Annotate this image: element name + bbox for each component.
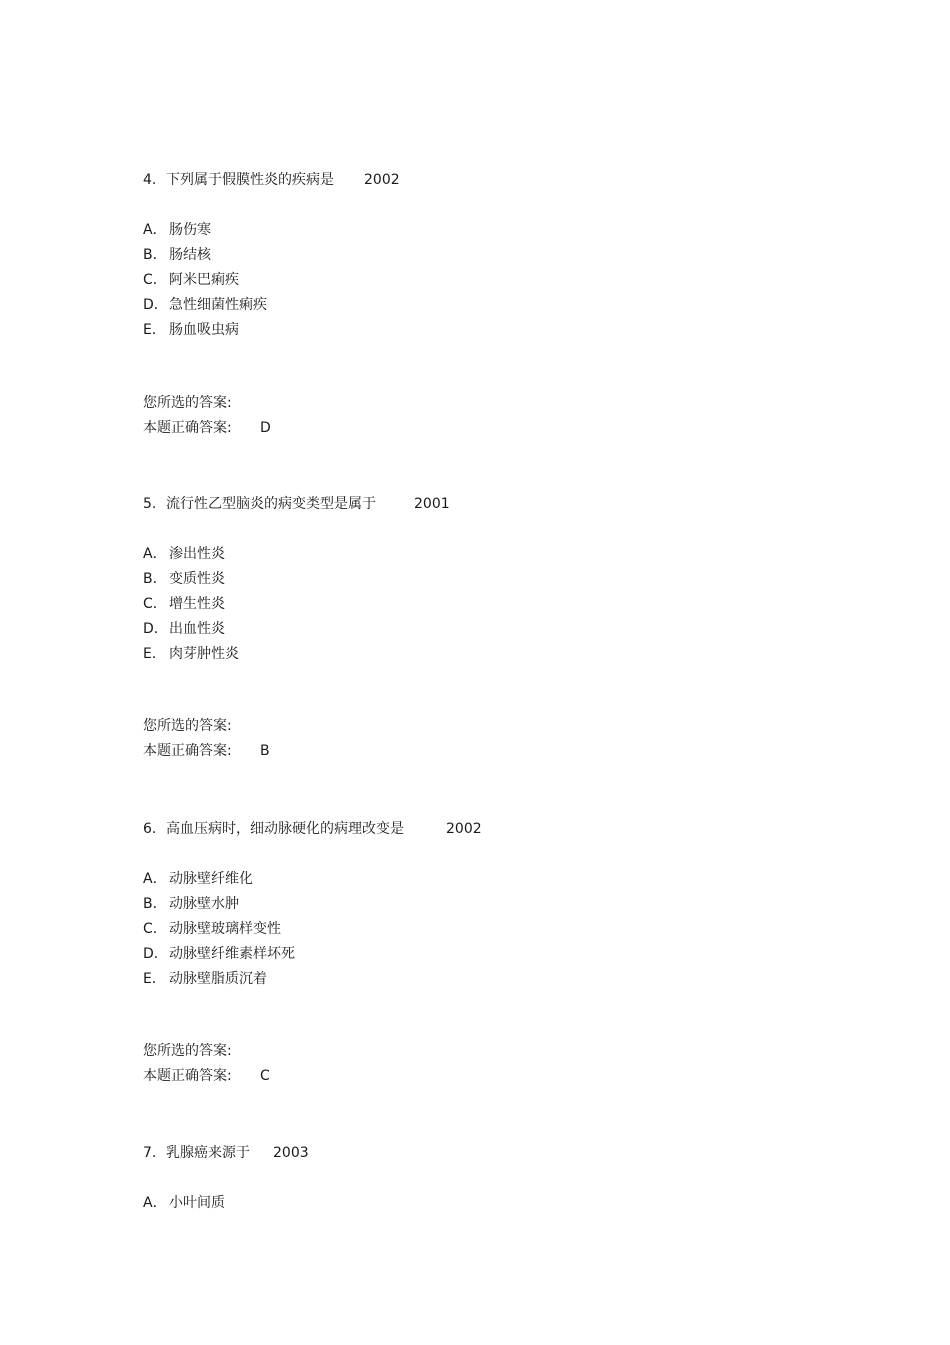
option-text: 出血性炎 — [169, 621, 225, 637]
option-d — [143, 945, 295, 963]
option-e — [143, 645, 239, 663]
selected-answer — [143, 1042, 232, 1060]
question-number: 6. — [143, 821, 157, 837]
option-b — [143, 246, 211, 264]
option-a — [143, 545, 225, 563]
option-text: 变质性炎 — [169, 571, 225, 587]
option-letter: A． — [143, 222, 167, 238]
option-letter: B． — [143, 896, 167, 912]
option-text: 增生性炎 — [169, 596, 225, 612]
selected-answer-label: 您所选的答案: — [143, 1043, 232, 1059]
option-text: 动脉壁脂质沉着 — [169, 971, 267, 987]
option-b — [143, 895, 239, 913]
option-letter: B． — [143, 247, 167, 263]
option-d — [143, 296, 267, 314]
selected-answer — [143, 717, 232, 735]
question-text: 乳腺癌来源于 — [166, 1145, 250, 1161]
option-c — [143, 595, 225, 613]
option-text: 小叶间质 — [169, 1195, 225, 1211]
option-letter: A． — [143, 546, 167, 562]
correct-answer-label: 本题正确答案: — [143, 420, 232, 436]
option-c — [143, 920, 281, 938]
option-letter: E． — [143, 322, 166, 338]
option-letter: D． — [143, 297, 168, 313]
question-text: 高血压病时，细动脉硬化的病理改变是 — [166, 821, 404, 837]
option-letter: B． — [143, 571, 167, 587]
question-stem — [143, 495, 450, 513]
correct-answer — [143, 419, 271, 437]
option-letter: A． — [143, 1195, 167, 1211]
option-text: 动脉壁玻璃样变性 — [169, 921, 281, 937]
option-letter: A． — [143, 871, 167, 887]
option-text: 动脉壁纤维化 — [169, 871, 253, 887]
option-d — [143, 620, 225, 638]
question-year: 2002 — [446, 821, 482, 837]
question-text: 下列属于假膜性炎的疾病是 — [166, 172, 334, 188]
option-e — [143, 970, 267, 988]
question-stem — [143, 820, 482, 838]
correct-answer-label: 本题正确答案: — [143, 1068, 232, 1084]
option-letter: E． — [143, 646, 166, 662]
question-number: 4. — [143, 172, 157, 188]
option-text: 动脉壁水肿 — [169, 896, 239, 912]
option-text: 阿米巴痢疾 — [169, 272, 239, 288]
option-text: 急性细菌性痢疾 — [169, 297, 267, 313]
selected-answer-label: 您所选的答案: — [143, 395, 232, 411]
correct-answer-value: D — [260, 420, 271, 436]
question-year: 2002 — [364, 172, 400, 188]
selected-answer-label: 您所选的答案: — [143, 718, 232, 734]
correct-answer-value: B — [260, 743, 270, 759]
question-year: 2003 — [273, 1145, 309, 1161]
option-a — [143, 1194, 225, 1212]
option-e — [143, 321, 239, 339]
option-letter: C． — [143, 272, 167, 288]
selected-answer — [143, 394, 232, 412]
option-c — [143, 271, 239, 289]
option-a — [143, 870, 253, 888]
correct-answer-label: 本题正确答案: — [143, 743, 232, 759]
question-stem — [143, 1144, 309, 1162]
option-letter: C． — [143, 596, 167, 612]
correct-answer — [143, 742, 270, 760]
question-stem — [143, 171, 400, 189]
option-letter: C． — [143, 921, 167, 937]
question-number: 7. — [143, 1145, 157, 1161]
correct-answer — [143, 1067, 270, 1085]
option-text: 肉芽肿性炎 — [169, 646, 239, 662]
option-letter: D． — [143, 621, 168, 637]
option-text: 肠结核 — [169, 247, 211, 263]
correct-answer-value: C — [260, 1068, 270, 1084]
option-letter: D． — [143, 946, 168, 962]
question-text: 流行性乙型脑炎的病变类型是属于 — [166, 496, 376, 512]
question-number: 5. — [143, 496, 157, 512]
option-letter: E． — [143, 971, 166, 987]
question-year: 2001 — [414, 496, 450, 512]
option-text: 渗出性炎 — [169, 546, 225, 562]
option-text: 肠血吸虫病 — [169, 322, 239, 338]
option-b — [143, 570, 225, 588]
option-text: 肠伤寒 — [169, 222, 211, 238]
option-text: 动脉壁纤维素样坏死 — [169, 946, 295, 962]
option-a — [143, 221, 211, 239]
